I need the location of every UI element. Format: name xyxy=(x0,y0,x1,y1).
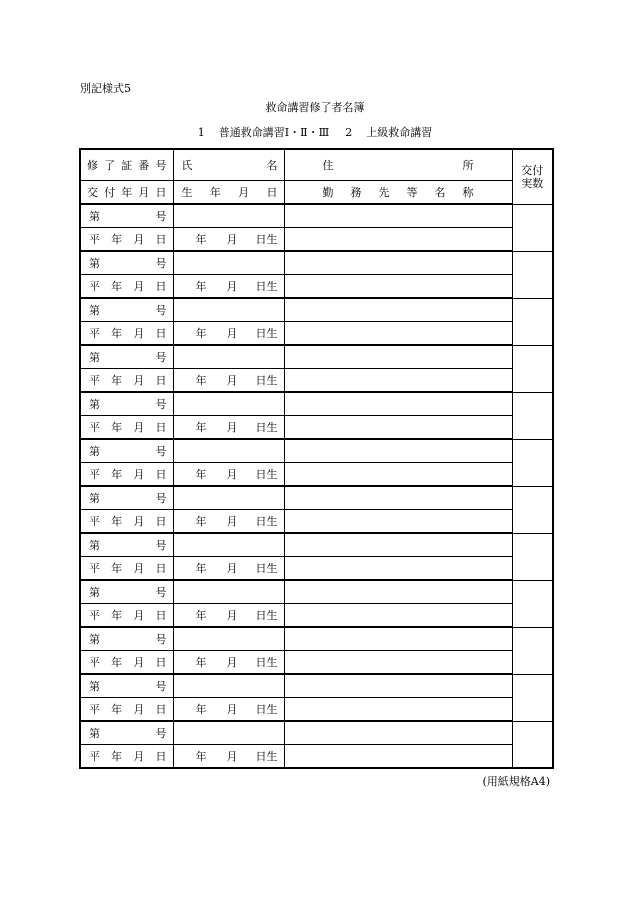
form-number: 別記様式5 xyxy=(80,82,131,95)
table-row xyxy=(80,228,553,252)
birthdate-cell[interactable]: 年 月 日生 xyxy=(173,369,284,393)
address-cell[interactable] xyxy=(284,439,512,463)
cert-number-cell[interactable]: 第 号 xyxy=(80,298,173,322)
issue-date-cell[interactable]: 平 年 月 日 xyxy=(80,322,173,346)
course-subtitle xyxy=(0,124,630,140)
table-row xyxy=(80,698,553,722)
table-row xyxy=(80,275,553,299)
office-cell[interactable] xyxy=(284,322,512,346)
name-cell[interactable] xyxy=(173,392,284,416)
table-row xyxy=(80,392,553,416)
table-row xyxy=(80,439,553,463)
table-row xyxy=(80,251,553,275)
table-row xyxy=(80,745,553,769)
address-cell[interactable] xyxy=(284,580,512,604)
address-cell[interactable] xyxy=(284,345,512,369)
office-cell[interactable] xyxy=(284,604,512,628)
cert-number-cell[interactable]: 第 号 xyxy=(80,204,173,228)
birthdate-cell[interactable]: 年 月 日生 xyxy=(173,557,284,581)
cert-number-cell[interactable]: 第 号 xyxy=(80,251,173,275)
issue-date-cell[interactable]: 平 年 月 日 xyxy=(80,228,173,252)
issued-count-cell[interactable] xyxy=(512,345,553,392)
table-row xyxy=(80,533,553,557)
course-number-1: 1 xyxy=(197,126,205,139)
issued-count-cell[interactable] xyxy=(512,392,553,439)
address-cell[interactable] xyxy=(284,627,512,651)
address-cell[interactable] xyxy=(284,674,512,698)
name-cell[interactable] xyxy=(173,580,284,604)
cert-number-cell[interactable]: 第 号 xyxy=(80,486,173,510)
table-row xyxy=(80,674,553,698)
address-cell[interactable] xyxy=(284,486,512,510)
name-cell[interactable] xyxy=(173,627,284,651)
header-office: 勤 務 先 等 名 称 xyxy=(284,181,512,205)
office-cell[interactable] xyxy=(284,745,512,769)
birthdate-cell[interactable]: 年 月 日生 xyxy=(173,510,284,534)
cert-number-cell[interactable]: 第 号 xyxy=(80,439,173,463)
name-cell[interactable] xyxy=(173,298,284,322)
issue-date-cell[interactable]: 平 年 月 日 xyxy=(80,416,173,440)
office-cell[interactable] xyxy=(284,698,512,722)
table-row xyxy=(80,298,553,322)
name-cell[interactable] xyxy=(173,721,284,745)
address-cell[interactable] xyxy=(284,204,512,228)
issue-date-cell[interactable]: 平 年 月 日 xyxy=(80,369,173,393)
document-title: 救命講習修了者名簿 xyxy=(265,101,365,114)
table-row xyxy=(80,651,553,675)
issued-count-cell[interactable] xyxy=(512,627,553,674)
address-cell[interactable] xyxy=(284,721,512,745)
issued-count-cell[interactable] xyxy=(512,486,553,533)
issue-date-cell[interactable]: 平 年 月 日 xyxy=(80,510,173,534)
office-cell[interactable] xyxy=(284,369,512,393)
cert-number-cell[interactable]: 第 号 xyxy=(80,345,173,369)
issued-count-cell[interactable] xyxy=(512,204,553,251)
issued-count-cell[interactable] xyxy=(512,533,553,580)
table-row xyxy=(80,463,553,487)
table-row xyxy=(80,369,553,393)
birthdate-cell[interactable]: 年 月 日生 xyxy=(173,604,284,628)
issue-date-cell[interactable]: 平 年 月 日 xyxy=(80,651,173,675)
issue-date-cell[interactable]: 平 年 月 日 xyxy=(80,463,173,487)
header-cert-number: 修 了 証 番 号 xyxy=(80,149,173,181)
cert-number-cell[interactable]: 第 号 xyxy=(80,580,173,604)
office-cell[interactable] xyxy=(284,228,512,252)
issued-count-cell[interactable] xyxy=(512,251,553,298)
cert-number-cell[interactable]: 第 号 xyxy=(80,627,173,651)
birthdate-cell[interactable]: 年 月 日生 xyxy=(173,745,284,769)
birthdate-cell[interactable]: 年 月 日生 xyxy=(173,698,284,722)
table-row xyxy=(80,721,553,745)
birthdate-cell[interactable]: 年 月 日生 xyxy=(173,228,284,252)
issued-count-cell[interactable] xyxy=(512,439,553,486)
header-address: 住 所 xyxy=(284,149,512,181)
office-cell[interactable] xyxy=(284,416,512,440)
header-birthdate: 生 年 月 日 xyxy=(173,181,284,205)
issued-count-cell[interactable] xyxy=(512,580,553,627)
header-name: 氏 名 xyxy=(173,149,284,181)
table-row xyxy=(80,604,553,628)
table-row xyxy=(80,510,553,534)
birthdate-cell[interactable]: 年 月 日生 xyxy=(173,275,284,299)
table-row xyxy=(80,345,553,369)
table-row xyxy=(80,557,553,581)
issued-count-cell[interactable] xyxy=(512,721,553,768)
header-row-1 xyxy=(80,149,553,181)
cert-number-cell[interactable]: 第 号 xyxy=(80,392,173,416)
issue-date-cell[interactable]: 平 年 月 日 xyxy=(80,604,173,628)
name-cell[interactable] xyxy=(173,251,284,275)
table-row xyxy=(80,486,553,510)
address-cell[interactable] xyxy=(284,298,512,322)
table-row xyxy=(80,416,553,440)
office-cell[interactable] xyxy=(284,510,512,534)
address-cell[interactable] xyxy=(284,251,512,275)
office-cell[interactable] xyxy=(284,557,512,581)
cert-number-cell[interactable]: 第 号 xyxy=(80,674,173,698)
issued-count-label-line: 交付 xyxy=(521,163,544,177)
issue-date-cell[interactable]: 平 年 月 日 xyxy=(80,698,173,722)
name-cell[interactable] xyxy=(173,439,284,463)
issue-date-cell[interactable]: 平 年 月 日 xyxy=(80,745,173,769)
name-cell[interactable] xyxy=(173,204,284,228)
birthdate-cell[interactable]: 年 月 日生 xyxy=(173,651,284,675)
cert-number-cell[interactable]: 第 号 xyxy=(80,721,173,745)
table-row xyxy=(80,627,553,651)
course-number-2: 2 xyxy=(345,126,353,139)
header-issue-date: 交 付 年 月 日 xyxy=(80,181,173,205)
address-cell[interactable] xyxy=(284,533,512,557)
table-row xyxy=(80,322,553,346)
birthdate-cell[interactable]: 年 月 日生 xyxy=(173,322,284,346)
issued-count-cell[interactable] xyxy=(512,674,553,721)
issued-count-cell[interactable] xyxy=(512,298,553,345)
name-cell[interactable] xyxy=(173,486,284,510)
office-cell[interactable] xyxy=(284,651,512,675)
paper-size-note: (用紙規格A4) xyxy=(482,775,550,788)
issue-date-cell[interactable]: 平 年 月 日 xyxy=(80,557,173,581)
table-row xyxy=(80,204,553,228)
birthdate-cell[interactable]: 年 月 日生 xyxy=(173,463,284,487)
name-cell[interactable] xyxy=(173,674,284,698)
table-row xyxy=(80,580,553,604)
name-cell[interactable] xyxy=(173,533,284,557)
cert-number-cell[interactable]: 第 号 xyxy=(80,533,173,557)
birthdate-cell[interactable]: 年 月 日生 xyxy=(173,416,284,440)
roster-table xyxy=(79,148,554,769)
issue-date-cell[interactable]: 平 年 月 日 xyxy=(80,275,173,299)
office-cell[interactable] xyxy=(284,463,512,487)
header-issued-count xyxy=(512,149,553,204)
course-name-2: 上級救命講習 xyxy=(366,126,433,139)
name-cell[interactable] xyxy=(173,345,284,369)
issued-count-label-line: 実数 xyxy=(521,176,544,190)
header-row-2 xyxy=(80,181,553,205)
address-cell[interactable] xyxy=(284,392,512,416)
office-cell[interactable] xyxy=(284,275,512,299)
course-name-1: 普通救命講習Ⅰ・Ⅱ・Ⅲ xyxy=(218,126,330,139)
